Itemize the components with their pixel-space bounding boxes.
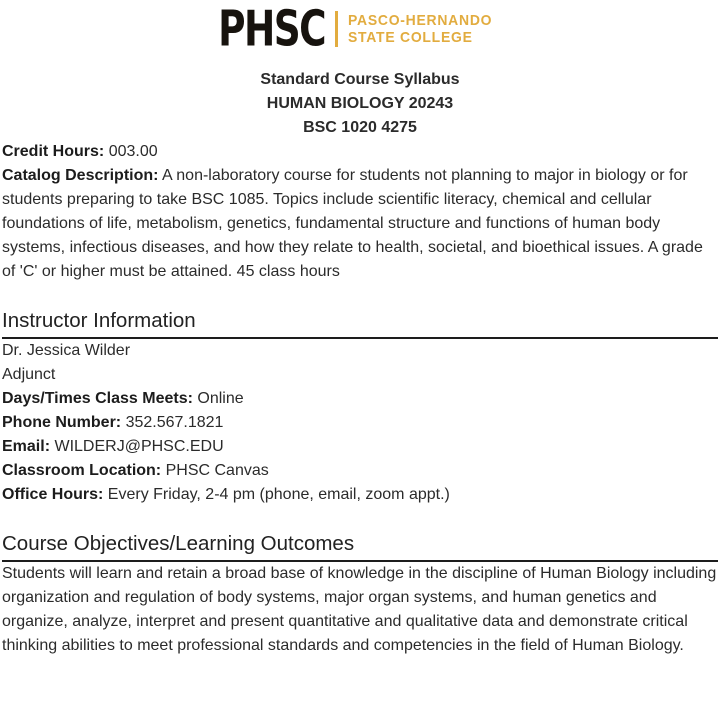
catalog-description-label: Catalog Description: xyxy=(2,167,159,184)
credit-hours-line xyxy=(2,140,718,164)
phone-number-label: Phone Number: xyxy=(2,414,122,431)
course-number: BSC 1020 4275 xyxy=(303,119,417,136)
office-hours-label: Office Hours: xyxy=(2,486,104,503)
instructor-details xyxy=(2,339,718,507)
document-title-block xyxy=(2,68,718,140)
instructor-information-heading: Instructor Information xyxy=(2,308,718,339)
phsc-logo-acronym: PHSC xyxy=(218,0,326,58)
days-times-label: Days/Times Class Meets: xyxy=(2,390,193,407)
instructor-name: Dr. Jessica Wilder xyxy=(2,342,131,359)
catalog-description-text: A non-laboratory course for students not planning to major in biology or for students preparing to take BSC 1085. Topics include scientific literacy, chemical and cellular foundations of life, metabolism, genetics, fundamental structure and functions of human body systems, infectious diseases, and how they relate to health, societal, and bioethical issues. A grade of 'C' or higher must be attained. 45 class hours xyxy=(2,167,703,280)
credit-hours-label: Credit Hours: xyxy=(2,143,105,160)
catalog-description xyxy=(2,164,718,284)
phsc-logo xyxy=(2,0,718,58)
classroom-location-value: PHSC Canvas xyxy=(165,462,269,479)
phsc-logo-name-line1: PASCO-HERNANDO xyxy=(347,12,492,29)
days-times-value: Online xyxy=(197,390,244,407)
classroom-location-label: Classroom Location: xyxy=(2,462,162,479)
phone-number-value: 352.567.1821 xyxy=(125,414,224,431)
instructor-role: Adjunct xyxy=(2,366,56,383)
course-name: HUMAN BIOLOGY 20243 xyxy=(266,95,454,112)
credit-hours-value: 003.00 xyxy=(108,143,158,160)
phsc-logo-divider xyxy=(335,11,338,47)
course-objectives-text: Students will learn and retain a broad base of knowledge in the discipline of Human Biology including organization and regulation of body systems, major organ systems, and human genetics and organize, analyze, interpret and present quantitative and qualitative data and demonstrate critical thinking abilities to meet professional standards and competencies in the field of Human Biology. xyxy=(2,565,717,654)
email-label: Email: xyxy=(2,438,51,455)
office-hours-value: Every Friday, 2-4 pm (phone, email, zoom appt.) xyxy=(107,486,450,503)
phsc-logo-college-name xyxy=(348,12,492,46)
email-value: WILDERJ@PHSC.EDU xyxy=(54,438,224,455)
phsc-logo-name-line2: STATE COLLEGE xyxy=(347,29,473,46)
syllabus-title: Standard Course Syllabus xyxy=(260,71,460,88)
course-objectives-heading: Course Objectives/Learning Outcomes xyxy=(2,531,718,562)
